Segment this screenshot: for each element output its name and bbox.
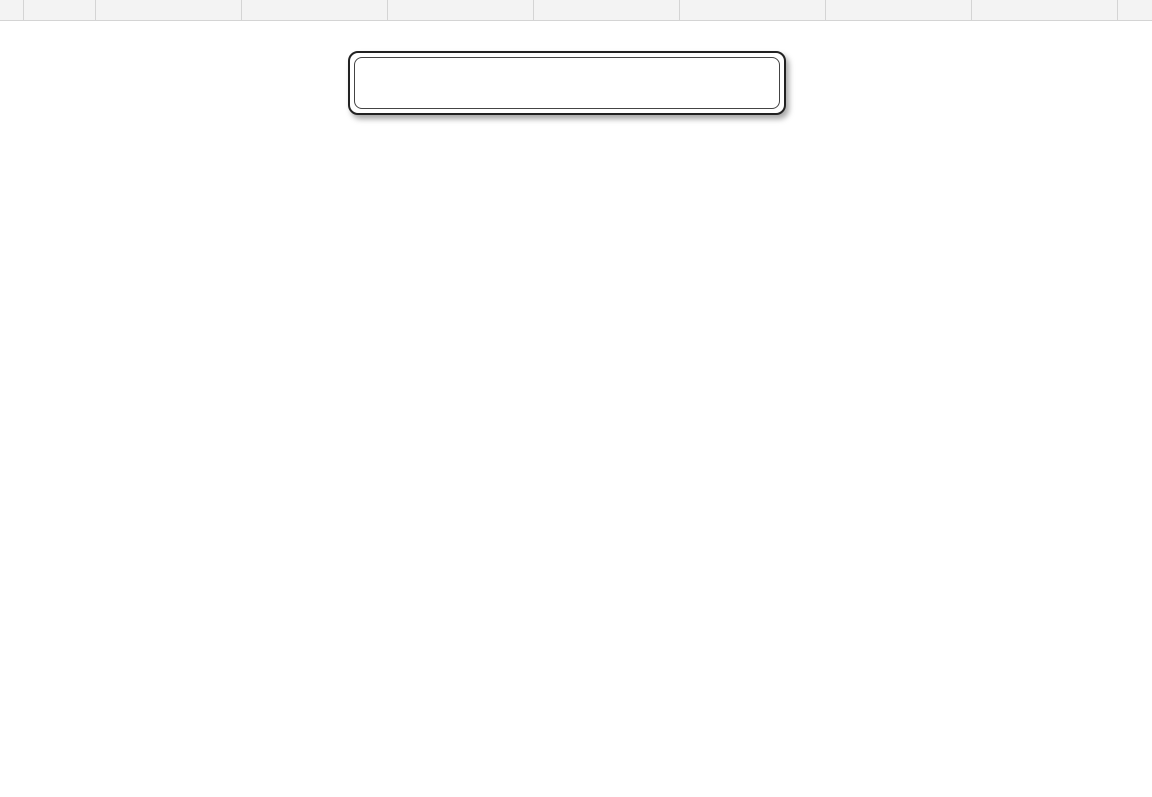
column-header-c[interactable] [242,0,388,20]
page-title [354,57,780,109]
column-header-i[interactable] [1118,0,1152,20]
column-header-f[interactable] [680,0,826,20]
column-header-a[interactable] [24,0,96,20]
column-header-h[interactable] [972,0,1118,20]
column-header-e[interactable] [534,0,680,20]
column-header-g[interactable] [826,0,972,20]
sheet-grid[interactable] [24,20,1152,797]
select-all-corner[interactable] [0,0,24,20]
title-shape[interactable] [348,51,786,115]
column-header-d[interactable] [388,0,534,20]
column-header-b[interactable] [96,0,242,20]
column-header-bar [0,0,1152,21]
